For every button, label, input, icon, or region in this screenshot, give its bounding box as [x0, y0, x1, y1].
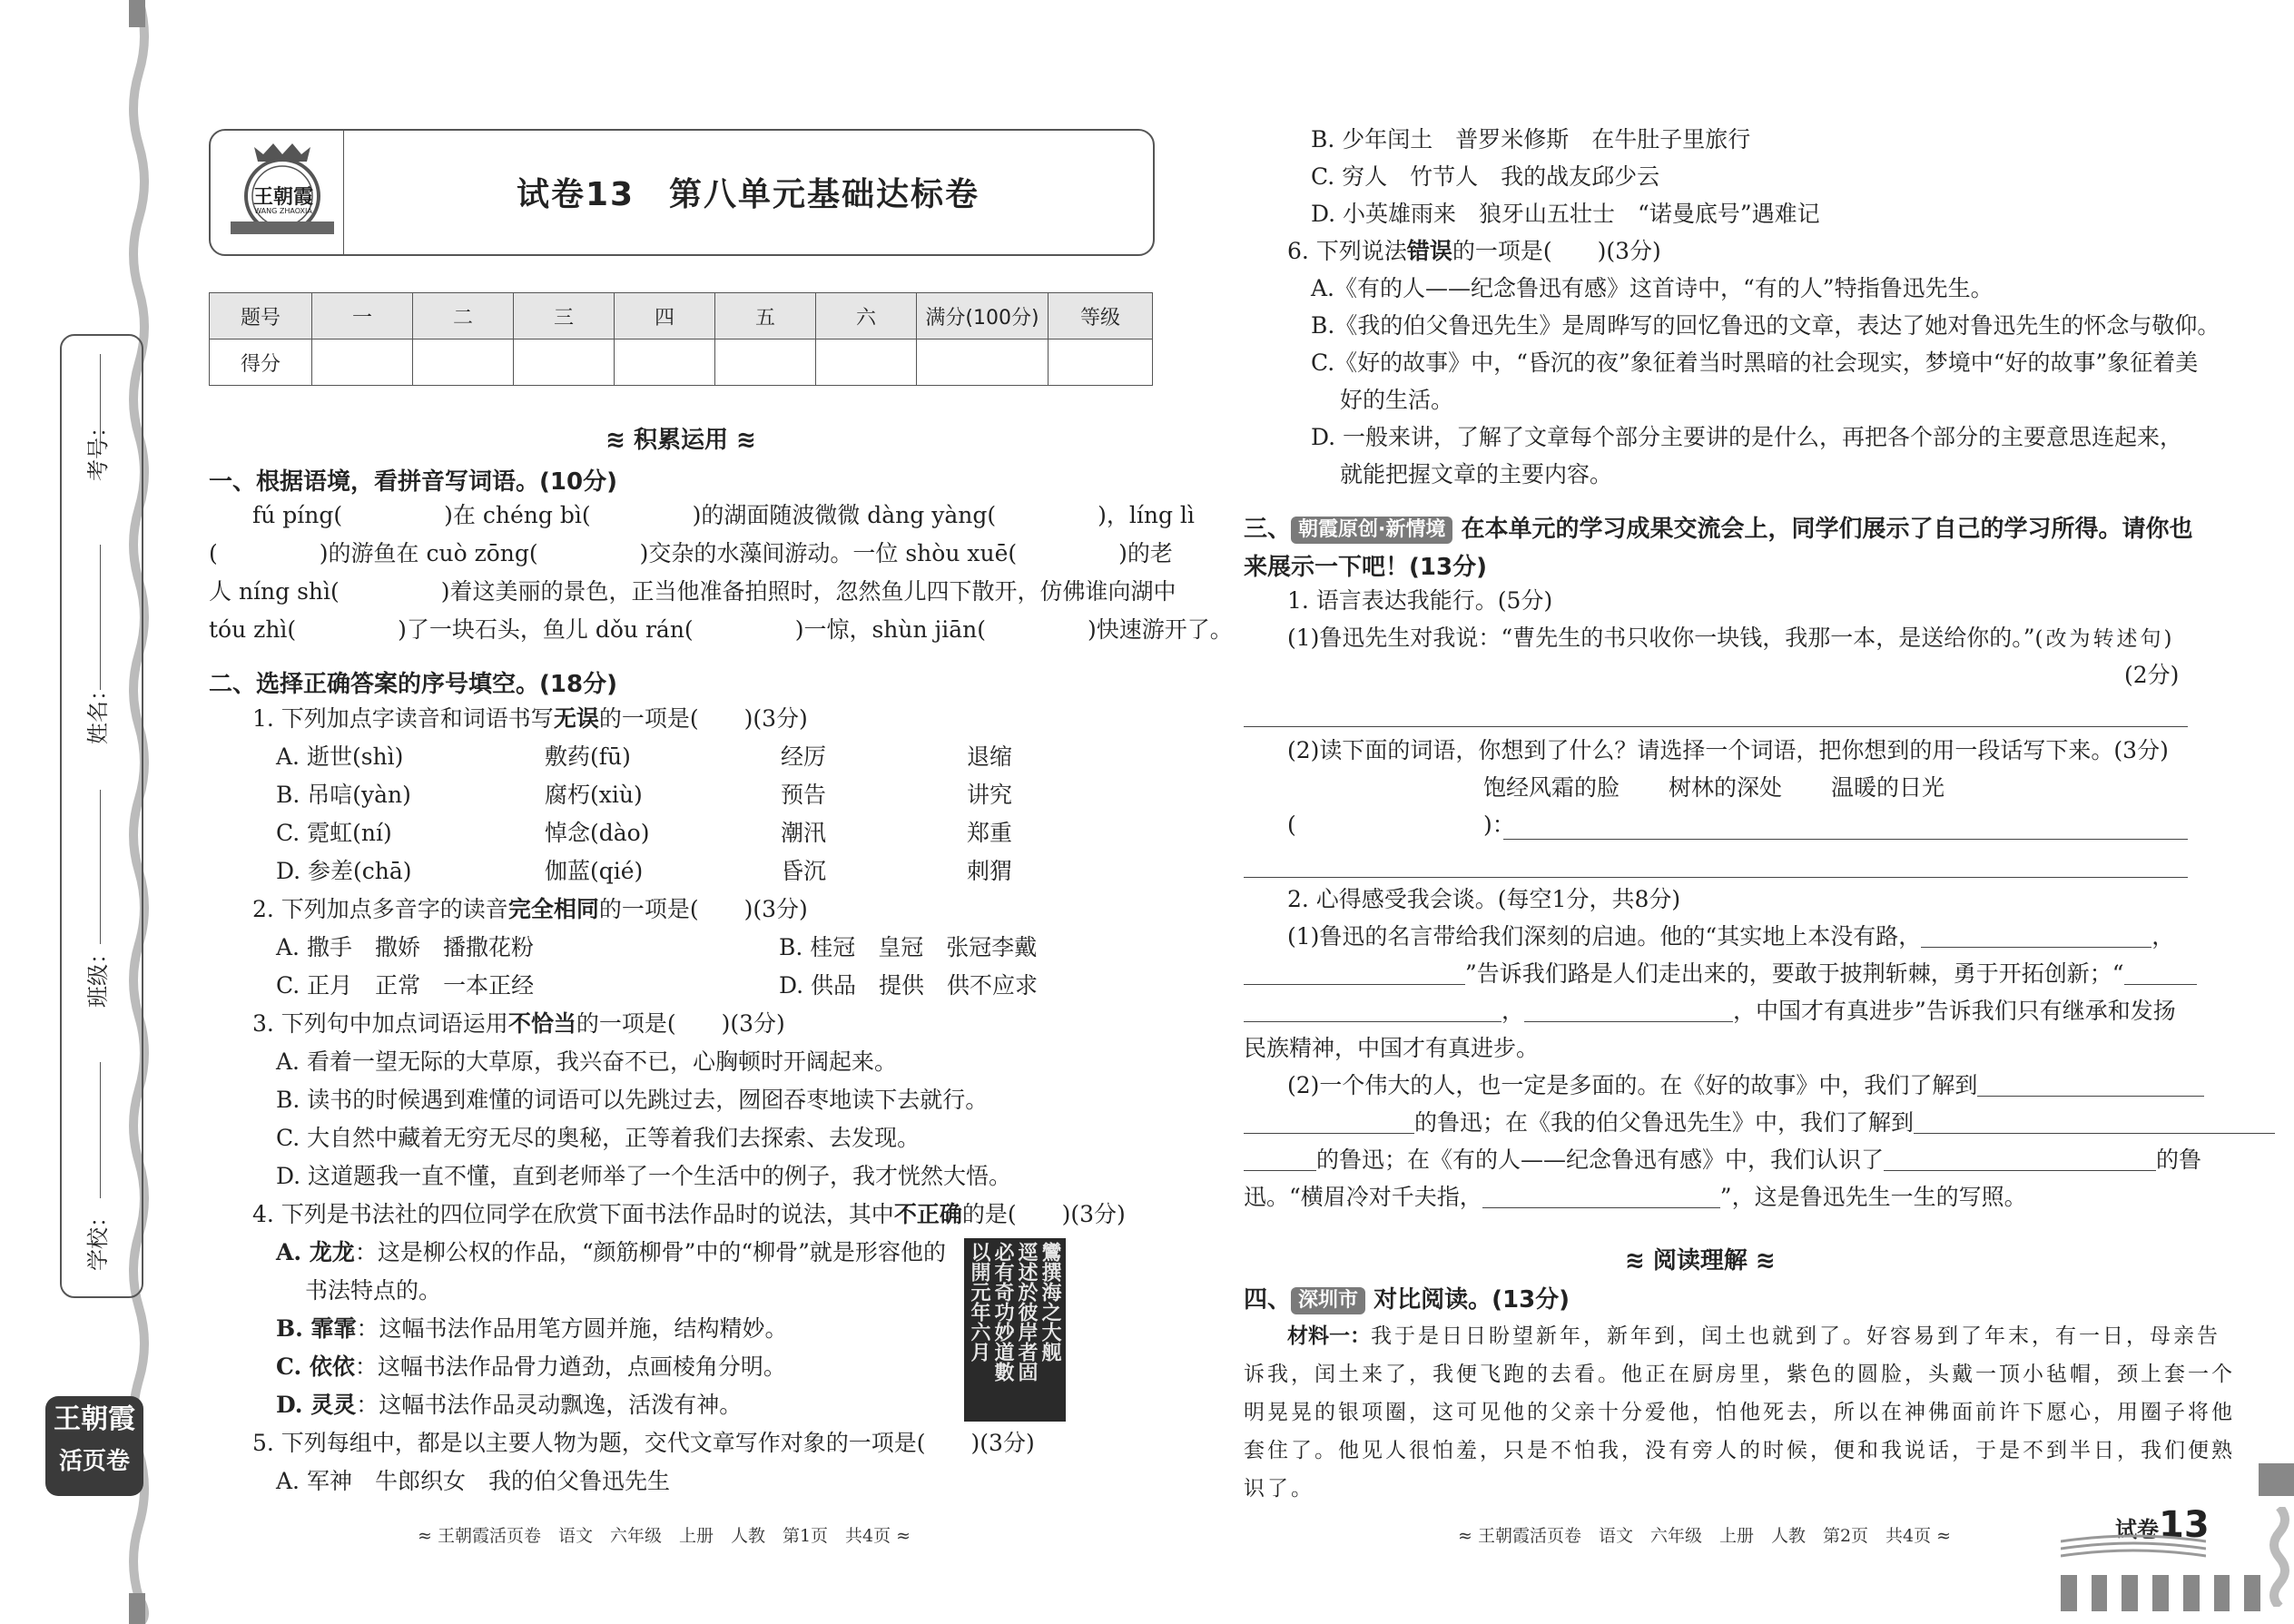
- corner-swoosh-icon: [2061, 1534, 2206, 1561]
- answer-blank[interactable]: [1017, 541, 1118, 565]
- q3-sub2: 2. 心得感受我会谈。(每空1分，共8分): [1287, 886, 1681, 912]
- q2-6-option-d[interactable]: D. 一般来讲，了解了文章每个部分主要讲的是什么，再把各个部分的主要意思连起来，: [1311, 424, 2183, 450]
- q1-line-3: 人 níng shì( )着这美丽的景色，正当他准备拍照时，忽然鱼儿四下散开，仿佛谁向湖中: [209, 578, 1177, 605]
- q2-2-option-b[interactable]: B. 桂冠 皇冠 张冠李戴: [779, 934, 1038, 960]
- footer-left: ≈ 王朝霞活页卷 语文 六年级 上册 人教 第1页 共4页 ≈: [418, 1526, 911, 1546]
- q2-1-option-b-2: 腐朽(xiù): [545, 782, 643, 808]
- page-title: 试卷13 第八单元基础达标卷: [516, 176, 980, 213]
- q2-1-option-a-2: 敷药(fū): [545, 743, 631, 770]
- q2-1-option-a-4: 退缩: [967, 743, 1013, 770]
- score-header-cell: 三: [514, 293, 615, 340]
- calligraphy-column: 逕述於彼岸者固: [1015, 1242, 1039, 1382]
- q2-3-option-a[interactable]: A. 看着一望无际的大草原，我兴奋不已，心胸顿时开阔起来。: [276, 1048, 897, 1075]
- footer-right: ≈ 王朝霞活页卷 语文 六年级 上册 人教 第2页 共4页 ≈: [1458, 1526, 1952, 1546]
- q3-tag: 朝霞原创·新情境: [1291, 517, 1452, 544]
- q2-1-option-c-3: 潮汛: [781, 820, 827, 846]
- answer-blank[interactable]: [1914, 1109, 2275, 1134]
- corner-number: 13: [2159, 1504, 2210, 1546]
- q2-5-option-a[interactable]: A. 军神 牛郎织女 我的伯父鲁迅先生: [276, 1468, 670, 1494]
- score-table-row: [210, 340, 1153, 386]
- q4-tag: 深圳市: [1291, 1287, 1365, 1314]
- q4-material-line-2: 诉我，闰土来了，我便飞跑的去看。他正在厨房里，紫色的圆脸，头戴一顶小毡帽，颈上套一个: [1244, 1363, 2235, 1386]
- number-label: 考号：: [85, 416, 111, 481]
- q2-1-option-b-3: 预告: [781, 782, 827, 808]
- q1-line-1: fú píng( )在 chéng bì( )的湖面随波微微 dàng yàng( )，líng lì: [252, 502, 1195, 528]
- q1-line-4: tóu zhì( )了一块石头，鱼儿 dǒu rán( )一惊，shùn jiān( )快速游开了。: [209, 616, 1233, 643]
- q4-title: 四、 深圳市 对比阅读。(13分): [1244, 1286, 1570, 1314]
- answer-line[interactable]: [1244, 877, 2188, 878]
- q3-title: 三、 朝霞原创·新情境 在本单元的学习成果交流会上，同学们展示了自己的学习所得。请你也: [1244, 516, 2193, 543]
- score-cell[interactable]: [1049, 340, 1153, 386]
- student-info-box: [60, 334, 143, 1298]
- score-header-cell: 四: [615, 293, 715, 340]
- q2-2-option-d[interactable]: D. 供品 提供 供不应求: [779, 972, 1039, 999]
- q2-1-option-c[interactable]: C. 霓虹(ní): [276, 820, 392, 846]
- q3-word-3: 温暖的日光: [1831, 774, 1945, 801]
- answer-blank[interactable]: [538, 541, 640, 565]
- school-label: 学校：: [85, 1206, 111, 1271]
- q4-material-line-1: 材料一：我于是日日盼望新年，新年到，闰土也就到了。好容易到了年末，有一日，母亲告: [1287, 1324, 2220, 1348]
- top-tab-mark: [129, 0, 145, 27]
- score-cell[interactable]: [615, 340, 715, 386]
- q3-sub2-2c: 的鲁迅；在《有的人——纪念鲁迅有感》中，我们认识了 的鲁: [1244, 1145, 2201, 1176]
- q2-3-stem: 3. 下列句中加点词语运用不恰当的一项是( )(3分): [252, 1010, 785, 1037]
- q3-sub1-1-score: (2分): [2124, 662, 2180, 688]
- class-label: 班级：: [85, 942, 111, 1008]
- q3-sub2-2a: (2)一个伟大的人，也一定是多面的。在《好的故事》中，我们了解到: [1287, 1070, 2204, 1101]
- right-edge-tab: [2259, 1463, 2294, 1496]
- q2-4-option-b[interactable]: B. 霏霏：这幅书法作品用笔方圆并施，结构精妙。: [276, 1315, 788, 1342]
- brand-badge: [45, 1396, 143, 1496]
- score-cell[interactable]: [514, 340, 615, 386]
- name-field[interactable]: [80, 563, 122, 744]
- answer-blank[interactable]: [986, 617, 1088, 641]
- q3-answer-open: (: [1287, 812, 1296, 838]
- q4-material-line-5: 识了。: [1244, 1477, 1314, 1501]
- score-cell[interactable]: [312, 340, 413, 386]
- score-header-cell: 满分(100分): [917, 293, 1049, 340]
- q2-6-option-c-cont: 好的生活。: [1340, 387, 1454, 413]
- bottom-tab-mark: [129, 1593, 145, 1624]
- q2-6-stem: 6. 下列说法错误的一项是( )(3分): [1287, 238, 1661, 264]
- title-box: [209, 129, 1155, 256]
- score-cell[interactable]: [715, 340, 816, 386]
- answer-line[interactable]: [1503, 839, 2188, 840]
- q2-3-option-c[interactable]: C. 大自然中藏着无穷无尽的奥秘，正等着我们去探索、去发现。: [276, 1125, 921, 1151]
- score-header-cell: 二: [413, 293, 514, 340]
- answer-blank[interactable]: [1244, 960, 1465, 985]
- q3-title-cont: 来展示一下吧！(13分): [1244, 554, 1487, 581]
- score-table: [209, 292, 1153, 386]
- score-row-label: 得分: [210, 340, 312, 386]
- q2-5-option-d[interactable]: D. 小英雄雨来 狼牙山五壮士 “诺曼底号”遇难记: [1311, 201, 1820, 227]
- q2-2-option-c[interactable]: C. 正月 正常 一本正经: [276, 972, 535, 999]
- answer-blank[interactable]: [1244, 1147, 1316, 1171]
- answer-blank[interactable]: [342, 503, 444, 527]
- calligraphy-column: 必有奇功妙道數: [991, 1242, 1015, 1382]
- q2-1-option-d-2: 伽蓝(qié): [545, 858, 644, 884]
- logo-sub: WANG ZHAOXIA: [254, 207, 312, 215]
- q4-material-line-3: 明晃晃的银项圈，这可见他的父亲十分爱他，怕他死去，所以在神佛面前许下愿心，用圈子将他: [1244, 1401, 2235, 1424]
- q3-sub2-1d: 民族精神，中国才有真进步。: [1244, 1035, 1540, 1061]
- q2-1-option-c-4: 郑重: [967, 820, 1013, 846]
- q2-4-option-d[interactable]: D. 灵灵：这幅书法作品灵动飘逸，活泼有神。: [276, 1392, 743, 1418]
- logo-text: 王朝霞: [252, 185, 313, 209]
- score-header-cell: 等级: [1049, 293, 1153, 340]
- q2-4-stem: 4. 下列是书法社的四位同学在欣赏下面书法作品时的说法，其中不正确的是( )(3分): [252, 1201, 1126, 1227]
- q2-1-option-b[interactable]: B. 吊唁(yàn): [276, 782, 411, 808]
- answer-blank[interactable]: [340, 579, 441, 603]
- score-header-cell: 题号: [210, 293, 312, 340]
- q2-6-option-c[interactable]: C.《好的故事》中，“昏沉的夜”象征着当时黑暗的社会现实，梦境中“好的故事”象征着美: [1311, 349, 2199, 376]
- q2-5-option-c[interactable]: C. 穷人 竹节人 我的战友邱少云: [1311, 163, 1660, 190]
- q2-2-option-a[interactable]: A. 撒手 撒娇 播撒花粉: [276, 934, 534, 960]
- score-header-cell: 五: [715, 293, 816, 340]
- answer-blank[interactable]: [1921, 923, 2151, 948]
- number-field[interactable]: [80, 363, 122, 545]
- q2-4-option-c[interactable]: C. 依依：这幅书法作品骨力遒劲，点画棱角分明。: [276, 1353, 786, 1380]
- q2-4-option-a[interactable]: A. 龙龙：这是柳公权的作品，“颜筋柳骨”中的“柳骨”就是形容他的: [276, 1239, 946, 1265]
- q1-line-2: ( )的游鱼在 cuò zōng( )交杂的水藻间游动。一位 shòu xuē( )的老: [209, 540, 1173, 566]
- q4-material-line-4: 套住了。他见人很怕羞，只是不怕我，没有旁人的时候，便和我说话，于是不到半日，我们便熟: [1244, 1439, 2235, 1462]
- right-edge-wave: [2265, 1507, 2294, 1607]
- answer-blank[interactable]: [694, 617, 795, 641]
- q2-1-option-d-3: 昏沉: [781, 858, 827, 884]
- answer-blank[interactable]: [1884, 1147, 2156, 1171]
- q2-1-option-a[interactable]: A. 逝世(shì): [276, 743, 404, 770]
- answer-line[interactable]: [1244, 726, 2188, 727]
- q3-sub2-1b: ”告诉我们路是人们走出来的，要敢于披荆斩棘，勇于开拓创新；“: [1244, 959, 2197, 989]
- logo: [223, 138, 341, 245]
- q2-1-option-c-2: 悼念(dào): [545, 820, 650, 846]
- answer-blank[interactable]: [1977, 1072, 2204, 1097]
- score-table-header: [210, 293, 1153, 340]
- q3-word-1: 饱经风霜的脸: [1483, 774, 1620, 801]
- answer-blank[interactable]: [1524, 998, 1733, 1022]
- q2-1-option-d[interactable]: D. 参差(chā): [276, 858, 412, 884]
- calligraphy-image: [964, 1238, 1066, 1422]
- q3-sub1-2: (2)读下面的词语，你想到了什么？请选择一个词语，把你想到的用一段话写下来。(3分): [1287, 737, 2169, 763]
- q2-title: 二、选择正确答案的序号填空。(18分): [209, 671, 617, 698]
- answer-blank[interactable]: [1244, 998, 1501, 1022]
- q3-sub2-2b: 的鲁迅；在《我的伯父鲁迅先生》中，我们了解到: [1244, 1107, 2275, 1138]
- answer-blank[interactable]: [1482, 1184, 1720, 1208]
- class-field[interactable]: [80, 826, 122, 1008]
- score-cell[interactable]: [413, 340, 514, 386]
- q2-1-option-b-4: 讲究: [967, 782, 1013, 808]
- school-field[interactable]: [80, 1089, 122, 1271]
- answer-blank[interactable]: [218, 541, 320, 565]
- answer-blank[interactable]: [2124, 960, 2197, 985]
- q2-3-option-b[interactable]: B. 读书的时候遇到难懂的词语可以先跳过去，囫囵吞枣地读下去就行。: [276, 1087, 989, 1113]
- q2-3-option-d[interactable]: D. 这道题我一直不懂，直到老师举了一个生活中的例子，我才恍然大悟。: [276, 1163, 1012, 1189]
- q3-sub1: 1. 语言表达我能行。(5分): [1287, 587, 1553, 614]
- brand-bottom: 活页卷: [58, 1448, 130, 1475]
- q3-sub1-1: (1)鲁迅先生对我说：“曹先生的书只收你一块钱，我那一本，是送给你的。”(改为转述句): [1287, 625, 2175, 651]
- q2-6-option-d-cont: 就能把握文章的主要内容。: [1340, 461, 1613, 487]
- bottom-stripe-bar: [2061, 1575, 2260, 1611]
- q2-5-option-b[interactable]: B. 少年闰土 普罗米修斯 在牛肚子里旅行: [1311, 126, 1751, 153]
- q2-1-stem: 1. 下列加点字读音和词语书写无误的一项是( )(3分): [252, 705, 808, 732]
- score-cell[interactable]: [816, 340, 917, 386]
- q2-1-option-d-4: 刺猬: [967, 858, 1013, 884]
- corner-label: 试卷: [2115, 1517, 2159, 1542]
- section-heading-jilei: ≋ 积累运用 ≋: [605, 427, 756, 454]
- answer-blank[interactable]: [996, 503, 1098, 527]
- q2-1-option-a-3: 经厉: [781, 743, 827, 770]
- q3-answer-close: )：: [1483, 812, 1515, 838]
- q2-5-stem: 5. 下列每组中，都是以主要人物为题，交代文章写作对象的一项是( )(3分): [252, 1430, 1035, 1456]
- q2-6-option-b[interactable]: B.《我的伯父鲁迅先生》是周晔写的回忆鲁迅的文章，表达了她对鲁迅先生的怀念与敬仰。: [1311, 312, 2220, 339]
- q3-sub2-2d: 迅。“横眉冷对千夫指， ”，这是鲁迅先生一生的写照。: [1244, 1184, 2027, 1210]
- brand-top: 王朝霞: [54, 1403, 135, 1435]
- score-header-cell: 一: [312, 293, 413, 340]
- answer-blank[interactable]: [1244, 1109, 1414, 1134]
- score-cell[interactable]: [917, 340, 1049, 386]
- answer-blank[interactable]: [591, 503, 693, 527]
- q2-2-stem: 2. 下列加点多音字的读音完全相同的一项是( )(3分): [252, 896, 808, 922]
- score-header-cell: 六: [816, 293, 917, 340]
- q2-6-option-a[interactable]: A.《有的人——纪念鲁迅有感》这首诗中，“有的人”特指鲁迅先生。: [1311, 275, 1994, 301]
- q2-4-option-a-cont: 书法特点的。: [305, 1277, 442, 1304]
- q3-sub2-1c: ， ，中国才有真进步”告诉我们只有继承和发扬: [1244, 996, 2176, 1027]
- calligraphy-column: 以開元年六月: [968, 1242, 991, 1362]
- calligraphy-column: 鸞撰海之大舰: [1039, 1242, 1062, 1362]
- answer-blank[interactable]: [296, 617, 398, 641]
- q1-title: 一、根据语境，看拼音写词语。(10分): [209, 468, 617, 496]
- q3-sub2-1a: (1)鲁迅的名言带给我们深刻的启迪。他的“其实地上本没有路， ，: [1287, 923, 2175, 950]
- name-label: 姓名：: [85, 679, 111, 744]
- q3-word-2: 树林的深处: [1669, 774, 1783, 801]
- section-heading-yuedu: ≋ 阅读理解 ≋: [1625, 1247, 1776, 1275]
